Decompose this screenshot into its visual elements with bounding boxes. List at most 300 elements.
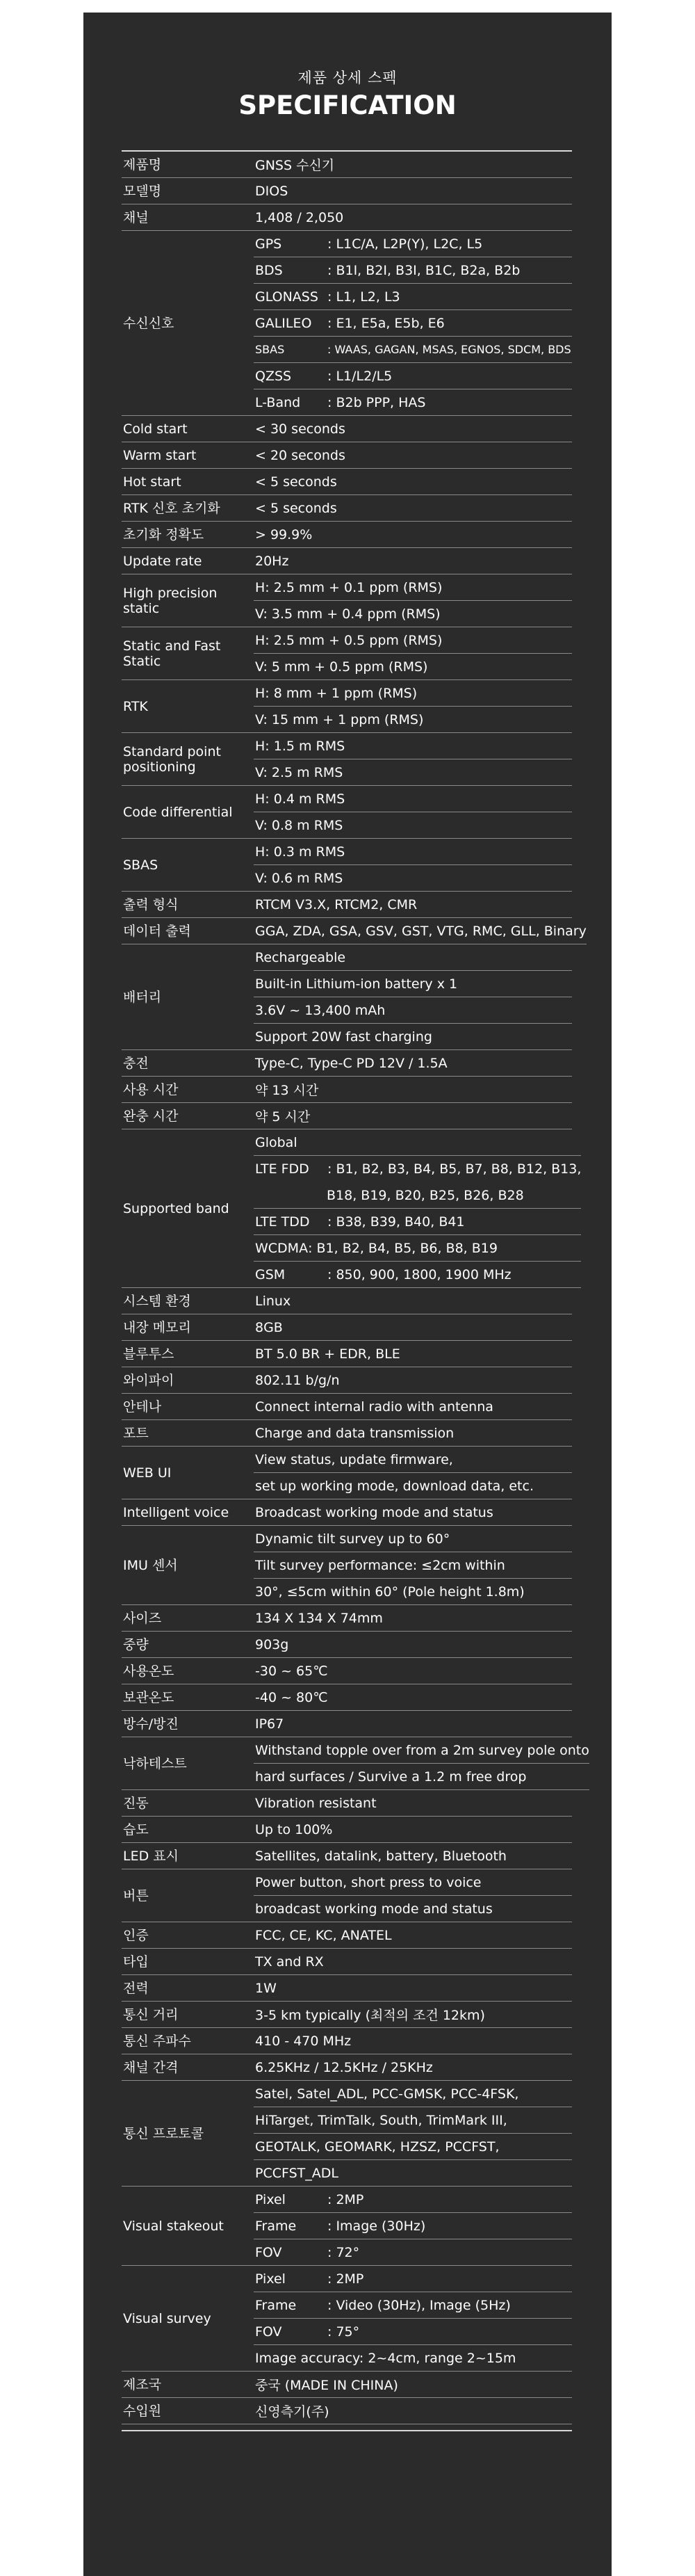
spec-value-line bbox=[254, 1367, 572, 1394]
spec-value-text: Linux bbox=[255, 1293, 291, 1309]
spec-value-text: V: 15 mm + 1 ppm (RMS) bbox=[255, 711, 424, 727]
spec-value-line bbox=[254, 204, 572, 231]
spec-value-line bbox=[254, 1447, 572, 1473]
spec-values bbox=[254, 944, 572, 1050]
spec-value-text: : B38, B39, B40, B41 bbox=[327, 1214, 465, 1230]
spec-value-text: View status, update firmware, bbox=[255, 1451, 453, 1467]
spec-values bbox=[254, 2028, 572, 2054]
spec-value-line bbox=[254, 1024, 572, 1050]
spec-value-text: : 850, 900, 1800, 1900 MHz bbox=[327, 1266, 512, 1282]
spec-value-key: Pixel bbox=[255, 2271, 286, 2287]
spec-values bbox=[254, 1632, 572, 1658]
spec-value-text: : B1, B2, B3, B4, B5, B7, B8, B12, B13, bbox=[327, 1161, 582, 1177]
spec-value-text: 6.25KHz / 12.5KHz / 25KHz bbox=[255, 2059, 433, 2075]
spec-value-line bbox=[254, 2292, 572, 2319]
spec-value-line bbox=[254, 759, 572, 786]
spec-row bbox=[122, 1394, 572, 1420]
spec-values bbox=[254, 1869, 572, 1922]
spec-value-text: : B1, B2, B4, B5, B6, B8, B19 bbox=[308, 1240, 498, 1256]
spec-value-line bbox=[254, 1605, 572, 1632]
spec-row bbox=[122, 1737, 589, 1790]
spec-label: RTK bbox=[122, 680, 254, 733]
spec-values bbox=[254, 2002, 572, 2028]
spec-values bbox=[254, 1658, 572, 1684]
spec-value-text: : L1C/A, L2P(Y), L2C, L5 bbox=[327, 236, 483, 252]
spec-label: 사용온도 bbox=[122, 1658, 254, 1684]
spec-label: Cold start bbox=[122, 416, 254, 442]
spec-values bbox=[254, 548, 572, 574]
spec-label: RTK 신호 초기화 bbox=[122, 495, 254, 522]
spec-value-line bbox=[254, 1737, 589, 1764]
spec-value-line bbox=[254, 2239, 572, 2266]
spec-label: 내장 메모리 bbox=[122, 1314, 254, 1341]
spec-label: 포트 bbox=[122, 1420, 254, 1447]
spec-value-line bbox=[254, 786, 572, 812]
spec-row bbox=[122, 1129, 582, 1288]
spec-values bbox=[254, 786, 572, 839]
spec-value-line bbox=[254, 152, 572, 178]
spec-value-text: > 99.9% bbox=[255, 526, 313, 542]
spec-value-text: : 72° bbox=[327, 2244, 360, 2260]
spec-values bbox=[254, 1394, 572, 1420]
spec-values bbox=[254, 416, 572, 442]
spec-value-text: : L1, L2, L3 bbox=[327, 289, 400, 305]
spec-value-text: H: 2.5 mm + 0.1 ppm (RMS) bbox=[255, 579, 443, 595]
spec-value-line bbox=[254, 892, 572, 918]
spec-value-text: -40 ~ 80℃ bbox=[255, 1689, 328, 1705]
spec-value-line bbox=[254, 1182, 581, 1209]
spec-label: 중량 bbox=[122, 1632, 254, 1658]
spec-value-line bbox=[254, 2345, 572, 2372]
spec-value-line bbox=[254, 1579, 572, 1605]
spec-value-text: 30°, ≤5cm within 60° (Pole height 1.8m) bbox=[255, 1584, 525, 1600]
spec-row bbox=[122, 1526, 572, 1605]
spec-value-line bbox=[254, 944, 572, 971]
spec-row bbox=[122, 2372, 572, 2398]
spec-value-line bbox=[254, 1235, 581, 1262]
spec-label: LED 표시 bbox=[122, 1843, 254, 1869]
spec-value-text: < 5 seconds bbox=[255, 474, 337, 490]
spec-row bbox=[122, 680, 572, 733]
spec-row bbox=[122, 1817, 572, 1843]
spec-row bbox=[122, 178, 572, 204]
spec-values bbox=[254, 1341, 572, 1367]
spec-value-key: LTE TDD bbox=[255, 1214, 310, 1230]
spec-label: 완충 시간 bbox=[122, 1103, 254, 1129]
spec-row bbox=[122, 1077, 572, 1103]
spec-value-line bbox=[254, 1262, 581, 1288]
spec-value-line bbox=[254, 997, 572, 1024]
spec-label: 블루투스 bbox=[122, 1341, 254, 1367]
spec-value-text: Vibration resistant bbox=[255, 1795, 377, 1811]
spec-value-line bbox=[254, 442, 572, 469]
spec-value-line bbox=[254, 337, 572, 363]
spec-label: 보관온도 bbox=[122, 1684, 254, 1711]
spec-values bbox=[254, 178, 572, 204]
spec-value-text: PCCFST_ADL bbox=[255, 2165, 338, 2181]
spec-label: Code differential bbox=[122, 786, 254, 839]
spec-value-line bbox=[254, 2107, 572, 2134]
spec-value-text: 약 5 시간 bbox=[255, 1109, 311, 1125]
spec-value-line bbox=[254, 918, 587, 944]
spec-value-line bbox=[254, 2081, 572, 2107]
spec-value-line bbox=[254, 2160, 572, 2187]
spec-value-key: Frame bbox=[255, 2297, 297, 2313]
spec-values bbox=[254, 2187, 572, 2266]
spec-label: 시스템 환경 bbox=[122, 1288, 254, 1314]
page-title: SPECIFICATION bbox=[238, 90, 457, 120]
spec-values bbox=[254, 733, 572, 786]
spec-value-line bbox=[254, 1473, 572, 1499]
spec-row bbox=[122, 1288, 572, 1314]
spec-value-text: V: 0.8 m RMS bbox=[255, 817, 343, 833]
spec-value-line bbox=[254, 548, 572, 574]
spec-value-key: GLONASS bbox=[255, 289, 318, 305]
spec-row bbox=[122, 1447, 572, 1499]
spec-value-text: : Video (30Hz), Image (5Hz) bbox=[327, 2297, 511, 2313]
spec-values bbox=[254, 1314, 572, 1341]
spec-label: 제품명 bbox=[122, 152, 254, 178]
spec-row bbox=[122, 1790, 572, 1817]
spec-value-text: GGA, ZDA, GSA, GSV, GST, VTG, RMC, GLL, Binary bbox=[255, 923, 587, 939]
spec-label: WEB UI bbox=[122, 1447, 254, 1499]
spec-label: Supported band bbox=[122, 1129, 254, 1288]
spec-value-line bbox=[254, 495, 572, 522]
spec-value-text: DIOS bbox=[255, 183, 288, 199]
spec-value-text: < 30 seconds bbox=[255, 421, 345, 437]
spec-values bbox=[254, 2054, 572, 2081]
spec-values bbox=[254, 1129, 581, 1288]
spec-value-line bbox=[254, 1790, 572, 1817]
spec-row bbox=[122, 1103, 572, 1129]
spec-row bbox=[122, 918, 587, 944]
spec-values bbox=[254, 1684, 572, 1711]
spec-value-line bbox=[254, 2319, 572, 2345]
spec-values bbox=[254, 839, 572, 892]
spec-value-line bbox=[254, 812, 572, 839]
spec-value-line bbox=[254, 839, 572, 865]
spec-row bbox=[122, 1711, 572, 1737]
spec-values bbox=[254, 1737, 589, 1790]
spec-value-text: Satellites, datalink, battery, Bluetooth bbox=[255, 1848, 507, 1864]
spec-value-line bbox=[254, 1843, 572, 1869]
spec-value-line bbox=[254, 1394, 572, 1420]
spec-row bbox=[122, 2398, 572, 2424]
spec-value-text: : 75° bbox=[327, 2324, 360, 2340]
spec-value-text: Satel, Satel_ADL, PCC-GMSK, PCC-4FSK, bbox=[255, 2086, 519, 2102]
spec-row bbox=[122, 2081, 572, 2187]
spec-values bbox=[254, 1949, 572, 1975]
spec-value-key: Pixel bbox=[255, 2191, 286, 2207]
spec-rows bbox=[122, 152, 589, 2424]
spec-value-text: -30 ~ 65℃ bbox=[255, 1663, 328, 1679]
spec-value-line bbox=[254, 257, 572, 284]
table-bottom-rule bbox=[122, 2430, 572, 2431]
spec-row bbox=[122, 2187, 572, 2266]
spec-value-text: IP67 bbox=[255, 1716, 284, 1732]
spec-value-line bbox=[254, 1975, 572, 2002]
spec-values bbox=[254, 231, 572, 416]
spec-row bbox=[122, 1922, 572, 1949]
spec-label: Warm start bbox=[122, 442, 254, 469]
spec-value-text: HiTarget, TrimTalk, South, TrimMark III, bbox=[255, 2112, 507, 2128]
spec-values bbox=[254, 469, 572, 495]
spec-value-text: TX and RX bbox=[255, 1954, 324, 1970]
spec-label: Static and Fast Static bbox=[122, 627, 254, 680]
spec-values bbox=[254, 1447, 572, 1499]
spec-row bbox=[122, 1658, 572, 1684]
spec-value-line bbox=[254, 363, 572, 389]
spec-row bbox=[122, 1420, 572, 1447]
spec-row bbox=[122, 2266, 572, 2372]
spec-value-line bbox=[254, 654, 572, 680]
spec-label: 통신 거리 bbox=[122, 2002, 254, 2028]
spec-row bbox=[122, 574, 572, 627]
spec-table bbox=[122, 150, 589, 2431]
spec-value-text: V: 3.5 mm + 0.4 ppm (RMS) bbox=[255, 606, 441, 622]
spec-value-line bbox=[254, 1288, 572, 1314]
spec-row bbox=[122, 1605, 572, 1632]
spec-value-line bbox=[254, 1209, 581, 1235]
spec-label: Visual stakeout bbox=[122, 2187, 254, 2266]
spec-value-key: LTE FDD bbox=[255, 1161, 309, 1177]
spec-value-text: Global bbox=[255, 1134, 297, 1150]
spec-label: 와이파이 bbox=[122, 1367, 254, 1394]
spec-row bbox=[122, 522, 572, 548]
spec-value-text: : Image (30Hz) bbox=[327, 2218, 426, 2234]
spec-value-key: GPS bbox=[255, 236, 282, 252]
spec-value-line bbox=[254, 1077, 572, 1103]
spec-row bbox=[122, 1869, 572, 1922]
spec-value-line bbox=[254, 1341, 572, 1367]
spec-value-text: Type-C, Type-C PD 12V / 1.5A bbox=[255, 1055, 448, 1071]
spec-value-text: 3.6V ~ 13,400 mAh bbox=[255, 1002, 386, 1018]
spec-row bbox=[122, 1341, 572, 1367]
spec-value-text: Image accuracy: 2~4cm, range 2~15m bbox=[255, 2350, 516, 2366]
spec-values bbox=[254, 152, 572, 178]
spec-label: Standard point positioning bbox=[122, 733, 254, 786]
spec-label: 버튼 bbox=[122, 1869, 254, 1922]
spec-label: 통신 프로토콜 bbox=[122, 2081, 254, 2187]
spec-values bbox=[254, 204, 572, 231]
spec-values bbox=[254, 1711, 572, 1737]
spec-value-key: FOV bbox=[255, 2324, 282, 2340]
spec-values bbox=[254, 2266, 572, 2372]
spec-value-key: L-Band bbox=[255, 394, 301, 410]
spec-label: 낙하테스트 bbox=[122, 1737, 254, 1790]
spec-value-text: Dynamic tilt survey up to 60° bbox=[255, 1531, 450, 1547]
spec-values bbox=[254, 2081, 572, 2187]
spec-value-line bbox=[254, 1129, 581, 1156]
spec-value-text: : 2MP bbox=[327, 2271, 364, 2287]
spec-label: High precision static bbox=[122, 574, 254, 627]
spec-value-line bbox=[254, 1658, 572, 1684]
spec-row bbox=[122, 2054, 572, 2081]
spec-row bbox=[122, 1843, 572, 1869]
spec-value-text: B18, B19, B20, B25, B26, B28 bbox=[327, 1187, 524, 1203]
spec-values bbox=[254, 1922, 572, 1949]
spec-row bbox=[122, 2002, 572, 2028]
spec-label: 진동 bbox=[122, 1790, 254, 1817]
spec-label: 초기화 정확도 bbox=[122, 522, 254, 548]
spec-value-text: 903g bbox=[255, 1636, 289, 1652]
spec-label: 타입 bbox=[122, 1949, 254, 1975]
spec-value-text: 134 X 134 X 74mm bbox=[255, 1610, 383, 1626]
spec-label: 수신신호 bbox=[122, 231, 254, 416]
spec-values bbox=[254, 1077, 572, 1103]
spec-value-line bbox=[254, 2028, 572, 2054]
spec-value-key: Frame bbox=[255, 2218, 297, 2234]
spec-value-text: 802.11 b/g/n bbox=[255, 1372, 340, 1388]
spec-value-key: GALILEO bbox=[255, 315, 312, 331]
spec-value-line bbox=[254, 2372, 572, 2398]
spec-row bbox=[122, 1050, 572, 1077]
spec-value-text: 중국 (MADE IN CHINA) bbox=[255, 2378, 398, 2393]
spec-label: Visual survey bbox=[122, 2266, 254, 2372]
spec-value-key: BDS bbox=[255, 262, 283, 278]
spec-label: 제조국 bbox=[122, 2372, 254, 2398]
spec-value-line bbox=[254, 389, 572, 416]
spec-value-line bbox=[254, 1949, 572, 1975]
spec-label: 채널 bbox=[122, 204, 254, 231]
spec-row bbox=[122, 892, 572, 918]
spec-value-line bbox=[254, 2213, 572, 2239]
spec-label: Hot start bbox=[122, 469, 254, 495]
spec-value-line bbox=[254, 1764, 589, 1790]
spec-label: 방수/방진 bbox=[122, 1711, 254, 1737]
spec-label: 사이즈 bbox=[122, 1605, 254, 1632]
spec-value-line bbox=[254, 284, 572, 310]
spec-values bbox=[254, 1526, 572, 1605]
spec-value-text: 20Hz bbox=[255, 553, 289, 569]
spec-value-line bbox=[254, 2134, 572, 2160]
spec-value-text: H: 8 mm + 1 ppm (RMS) bbox=[255, 685, 418, 701]
spec-values bbox=[254, 1843, 572, 1869]
spec-value-text: Connect internal radio with antenna bbox=[255, 1399, 493, 1415]
spec-values bbox=[254, 574, 572, 627]
spec-value-text: Support 20W fast charging bbox=[255, 1029, 432, 1045]
spec-value-line bbox=[254, 1050, 572, 1077]
spec-row bbox=[122, 839, 572, 892]
spec-values bbox=[254, 918, 587, 944]
spec-value-key: GSM bbox=[255, 1266, 286, 1282]
spec-values bbox=[254, 892, 572, 918]
spec-row bbox=[122, 944, 572, 1050]
spec-value-text: < 20 seconds bbox=[255, 447, 345, 463]
spec-values bbox=[254, 1288, 572, 1314]
spec-value-line bbox=[254, 1896, 572, 1922]
spec-panel bbox=[83, 13, 612, 2576]
spec-value-text: FCC, CE, KC, ANATEL bbox=[255, 1927, 392, 1943]
spec-value-line bbox=[254, 680, 572, 707]
spec-value-line bbox=[254, 2002, 572, 2028]
spec-values bbox=[254, 2372, 572, 2398]
spec-values bbox=[254, 1975, 572, 2002]
spec-row bbox=[122, 416, 572, 442]
spec-row bbox=[122, 1499, 572, 1526]
spec-label: 출력 형식 bbox=[122, 892, 254, 918]
spec-value-text: H: 1.5 m RMS bbox=[255, 738, 345, 754]
spec-value-key: FOV bbox=[255, 2244, 282, 2260]
spec-value-text: H: 0.3 m RMS bbox=[255, 844, 345, 860]
spec-value-text: : B2b PPP, HAS bbox=[327, 394, 426, 410]
spec-value-line bbox=[254, 522, 572, 548]
spec-value-line bbox=[254, 733, 572, 759]
spec-value-text: set up working mode, download data, etc. bbox=[255, 1478, 534, 1494]
spec-values bbox=[254, 1790, 572, 1817]
spec-label: 데이터 출력 bbox=[122, 918, 254, 944]
spec-values bbox=[254, 1605, 572, 1632]
spec-value-text: : L1/L2/L5 bbox=[327, 368, 393, 384]
spec-value-line bbox=[254, 971, 572, 997]
spec-values bbox=[254, 2398, 572, 2424]
spec-value-line bbox=[254, 1632, 572, 1658]
spec-value-text: Rechargeable bbox=[255, 949, 346, 965]
spec-value-text: 1,408 / 2,050 bbox=[255, 209, 344, 225]
spec-value-text: BT 5.0 BR + EDR, BLE bbox=[255, 1346, 400, 1362]
spec-value-text: 8GB bbox=[255, 1319, 283, 1335]
spec-row bbox=[122, 786, 572, 839]
spec-value-text: Up to 100% bbox=[255, 1821, 333, 1837]
spec-value-line bbox=[254, 1922, 572, 1949]
spec-label: 전력 bbox=[122, 1975, 254, 2002]
spec-row bbox=[122, 231, 572, 416]
spec-value-text: H: 2.5 mm + 0.5 ppm (RMS) bbox=[255, 632, 443, 648]
spec-value-line bbox=[254, 865, 572, 892]
spec-label: 수입원 bbox=[122, 2398, 254, 2424]
spec-value-text: : E1, E5a, E5b, E6 bbox=[327, 315, 445, 331]
spec-label: 인증 bbox=[122, 1922, 254, 1949]
spec-values bbox=[254, 680, 572, 733]
spec-value-line bbox=[254, 2054, 572, 2081]
spec-row bbox=[122, 1632, 572, 1658]
spec-row bbox=[122, 469, 572, 495]
spec-values bbox=[254, 1103, 572, 1129]
spec-label: 안테나 bbox=[122, 1394, 254, 1420]
spec-value-line bbox=[254, 707, 572, 733]
spec-value-line bbox=[254, 2398, 572, 2424]
spec-values bbox=[254, 1050, 572, 1077]
spec-value-line bbox=[254, 1156, 581, 1182]
spec-label: 채널 간격 bbox=[122, 2054, 254, 2081]
spec-value-key: WCDMA bbox=[255, 1240, 309, 1256]
spec-value-line bbox=[254, 601, 572, 627]
spec-label: 모델명 bbox=[122, 178, 254, 204]
spec-row bbox=[122, 2028, 572, 2054]
spec-value-text: 1W bbox=[255, 1980, 277, 1996]
spec-row bbox=[122, 1314, 572, 1341]
spec-row bbox=[122, 1975, 572, 2002]
spec-row bbox=[122, 204, 572, 231]
spec-value-text: : WAAS, GAGAN, MSAS, EGNOS, SDCM, BDS bbox=[327, 343, 571, 356]
spec-values bbox=[254, 627, 572, 680]
spec-value-text: : B1I, B2I, B3I, B1C, B2a, B2b bbox=[327, 262, 521, 278]
spec-value-line bbox=[254, 231, 572, 257]
spec-label: 사용 시간 bbox=[122, 1077, 254, 1103]
spec-values bbox=[254, 442, 572, 469]
spec-label: 통신 주파수 bbox=[122, 2028, 254, 2054]
spec-value-text: H: 0.4 m RMS bbox=[255, 791, 345, 807]
spec-value-line bbox=[254, 416, 572, 442]
spec-row bbox=[122, 627, 572, 680]
spec-value-text: Power button, short press to voice bbox=[255, 1874, 482, 1890]
spec-value-text: < 5 seconds bbox=[255, 500, 337, 516]
spec-value-line bbox=[254, 1526, 572, 1552]
spec-label: 배터리 bbox=[122, 944, 254, 1050]
spec-value-line bbox=[254, 574, 572, 601]
spec-value-text: GEOTALK, GEOMARK, HZSZ, PCCFST, bbox=[255, 2139, 500, 2155]
spec-value-text: Broadcast working mode and status bbox=[255, 1504, 493, 1520]
